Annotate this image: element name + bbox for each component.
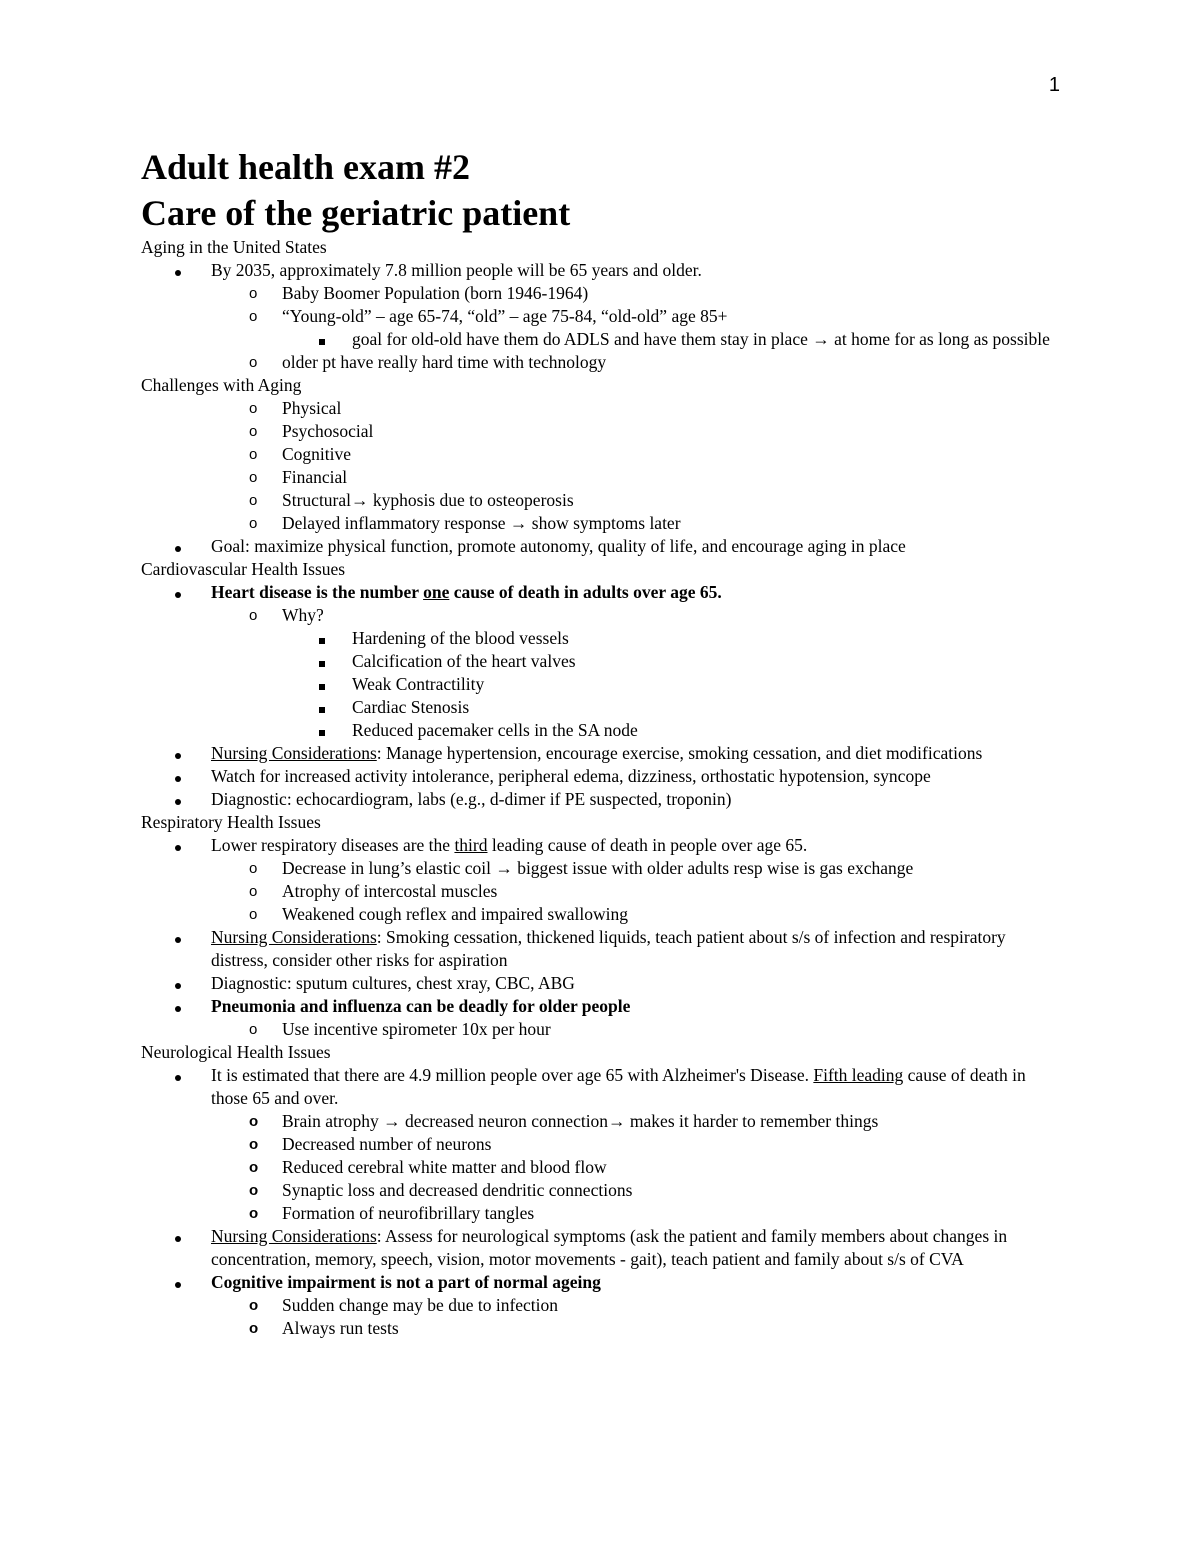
list-item <box>141 1202 1061 1225</box>
bullet-circle-icon: o <box>249 1320 259 1337</box>
section <box>141 558 1061 811</box>
list-item <box>141 995 1061 1018</box>
text-run: Weakened cough reflex and impaired swallowing <box>282 904 629 924</box>
list-item-text <box>282 1318 399 1338</box>
list-item-text <box>282 605 324 625</box>
bullet-dot-icon <box>175 742 181 765</box>
list-item <box>141 351 1061 374</box>
list-item <box>141 1225 1061 1271</box>
section-heading: Neurological Health Issues <box>141 1042 331 1062</box>
bullet-circle-icon: o <box>249 860 258 877</box>
section-heading: Aging in the United States <box>141 237 327 257</box>
bullet-dot-icon <box>175 788 181 811</box>
list-item-text <box>211 743 982 763</box>
text-run: It is estimated that there are 4.9 million people over age 65 with Alzheimer's Disease. <box>211 1065 814 1085</box>
list-item <box>141 880 1061 903</box>
text-run: older pt have really hard time with technology <box>282 352 607 372</box>
list-item-text <box>211 789 731 809</box>
list-item-text <box>352 329 1050 349</box>
list-item-text <box>211 927 1006 970</box>
list-item <box>141 1133 1061 1156</box>
text-run: Cognitive impairment is not a part of normal ageing <box>211 1272 601 1292</box>
list-item <box>141 719 1061 742</box>
text-run: Delayed inflammatory response → show symptoms later <box>282 513 681 533</box>
list-item <box>141 489 1061 512</box>
document-subtitle: Care of the geriatric patient <box>141 193 571 233</box>
list-item-text <box>352 628 569 648</box>
list-item <box>141 1271 1061 1294</box>
bullet-circle-icon: o <box>249 354 258 371</box>
list-item <box>141 1018 1061 1041</box>
list-item <box>141 788 1061 811</box>
list-item <box>141 742 1061 765</box>
bullet-dot-icon <box>175 535 181 558</box>
text-run: Use incentive spirometer 10x per hour <box>282 1019 551 1039</box>
bullet-circle-icon: o <box>249 883 258 900</box>
list-item-text <box>282 467 347 487</box>
list-item <box>141 765 1061 788</box>
list-item <box>141 650 1061 673</box>
list-item-text <box>282 1203 534 1223</box>
text-run: Cognitive <box>282 444 352 464</box>
bullet-circle-icon: o <box>249 1159 259 1176</box>
text-run: : Manage hypertension, encourage exercise, smoking cessation, and diet modifications <box>376 743 983 763</box>
list-item <box>141 1064 1061 1110</box>
list-item-text <box>282 421 373 441</box>
text-run: leading cause of death in people over age 65. <box>487 835 808 855</box>
bullet-dot-icon <box>175 972 181 995</box>
bullet-dot-icon <box>175 765 181 788</box>
text-run: Weak Contractility <box>352 674 485 694</box>
list-item <box>141 305 1061 328</box>
list-item-text <box>282 904 628 924</box>
list-item-text <box>282 1111 878 1131</box>
bullet-circle-icon: o <box>249 1113 259 1130</box>
list-item-text <box>282 1157 607 1177</box>
list-item <box>141 1179 1061 1202</box>
list-item-text <box>282 283 588 303</box>
text-run: Diagnostic: echocardiogram, labs (e.g., d-dimer if PE suspected, troponin) <box>211 789 732 809</box>
bullet-square-icon <box>319 696 325 719</box>
text-run: Watch for increased activity intolerance, peripheral edema, dizziness, orthostatic hypotension, syncope <box>211 766 931 786</box>
bullet-dot-icon <box>175 1064 181 1087</box>
list-item <box>141 420 1061 443</box>
list-item <box>141 443 1061 466</box>
text-run: Decreased number of neurons <box>282 1134 492 1154</box>
text-run: Synaptic loss and decreased dendritic connections <box>282 1180 633 1200</box>
list-item-text <box>282 306 727 326</box>
list-item <box>141 673 1061 696</box>
bullet-circle-icon: o <box>249 1297 259 1314</box>
list-item-text <box>282 444 351 464</box>
list-item-text <box>282 398 341 418</box>
bullet-square-icon <box>319 719 325 742</box>
bullet-dot-icon <box>175 259 181 282</box>
list-item <box>141 903 1061 926</box>
list-item-text <box>282 858 913 878</box>
text-run: third <box>454 835 488 855</box>
list-item-text <box>211 1065 1026 1108</box>
section-heading: Respiratory Health Issues <box>141 812 321 832</box>
bullet-circle-icon: o <box>249 423 258 440</box>
list-item <box>141 328 1061 351</box>
text-run: Always run tests <box>282 1318 399 1338</box>
text-run: Decrease in lung’s elastic coil → biggest issue with older adults resp wise is gas exchange <box>282 858 914 878</box>
list-item <box>141 1110 1061 1133</box>
text-run: Calcification of the heart valves <box>352 651 576 671</box>
list-item-text <box>282 513 681 533</box>
list-item-text <box>282 1134 491 1154</box>
text-run: Nursing Considerations <box>211 743 377 763</box>
list-item-text <box>282 490 574 510</box>
text-run: Heart disease is the number <box>211 582 424 602</box>
list-item-text <box>282 1019 551 1039</box>
bullet-circle-icon: o <box>249 469 258 486</box>
bullet-circle-icon: o <box>249 1136 259 1153</box>
bullet-square-icon <box>319 627 325 650</box>
bullet-circle-icon: o <box>249 400 258 417</box>
list-item <box>141 857 1061 880</box>
text-run: cause of death in those 65 and over. <box>211 1065 1026 1108</box>
text-run: Baby Boomer Population (born 1946-1964) <box>282 283 589 303</box>
list-item-text <box>211 536 906 556</box>
text-run: goal for old-old have them do ADLS and have them stay in place → at home for as long as possible <box>352 329 1050 349</box>
section <box>141 1041 1061 1340</box>
bullet-circle-icon: o <box>249 1182 259 1199</box>
text-run: Structural→ kyphosis due to osteoperosis <box>282 490 574 510</box>
text-run: Formation of neurofibrillary tangles <box>282 1203 535 1223</box>
list-item <box>141 1294 1061 1317</box>
section <box>141 374 1061 558</box>
list-item <box>141 1156 1061 1179</box>
list-item-text <box>211 582 722 602</box>
list-item-text <box>352 720 638 740</box>
list-item-text <box>211 973 575 993</box>
text-run: Reduced cerebral white matter and blood flow <box>282 1157 607 1177</box>
bullet-circle-icon: o <box>249 446 258 463</box>
bullet-circle-icon: o <box>249 492 258 509</box>
text-run: Atrophy of intercostal muscles <box>282 881 498 901</box>
text-run: Reduced pacemaker cells in the SA node <box>352 720 638 740</box>
list-item-text <box>211 260 702 280</box>
document-title: Adult health exam #2 <box>141 147 471 187</box>
list-item-text <box>211 1226 1007 1269</box>
section-heading: Challenges with Aging <box>141 375 302 395</box>
bullet-circle-icon: o <box>249 1205 259 1222</box>
text-run: Psychosocial <box>282 421 374 441</box>
list-item-text <box>282 881 497 901</box>
bullet-square-icon <box>319 328 325 351</box>
section <box>141 236 1061 374</box>
text-run: one <box>423 582 450 602</box>
list-item <box>141 1317 1061 1340</box>
text-run: By 2035, approximately 7.8 million people will be 65 years and older. <box>211 260 702 280</box>
list-item <box>141 512 1061 535</box>
list-item-text <box>282 1295 558 1315</box>
list-item <box>141 972 1061 995</box>
text-run: Fifth leading <box>813 1065 904 1085</box>
text-run: Diagnostic: sputum cultures, chest xray, CBC, ABG <box>211 973 575 993</box>
bullet-square-icon <box>319 650 325 673</box>
list-item <box>141 696 1061 719</box>
section <box>141 811 1061 1041</box>
list-item <box>141 535 1061 558</box>
text-run: Brain atrophy → decreased neuron connection→ makes it harder to remember things <box>282 1111 879 1131</box>
bullet-circle-icon: o <box>249 308 258 325</box>
list-item-text <box>282 1180 632 1200</box>
text-run: Hardening of the blood vessels <box>352 628 569 648</box>
list-item-text <box>352 697 469 717</box>
bullet-square-icon <box>319 673 325 696</box>
list-item <box>141 259 1061 282</box>
text-run: Why? <box>282 605 324 625</box>
text-run: Lower respiratory diseases are the <box>211 835 455 855</box>
list-item <box>141 834 1061 857</box>
list-item-text <box>211 835 807 855</box>
list-item <box>141 926 1061 972</box>
text-run: Cardiac Stenosis <box>352 697 470 717</box>
document-body <box>141 144 1061 1340</box>
text-run: “Young-old” – age 65-74, “old” – age 75-84, “old-old” age 85+ <box>282 306 728 326</box>
text-run: Sudden change may be due to infection <box>282 1295 559 1315</box>
text-run: Physical <box>282 398 342 418</box>
bullet-dot-icon <box>175 995 181 1018</box>
page-number: 1 <box>1048 74 1060 96</box>
text-run: Nursing Considerations <box>211 1226 377 1246</box>
bullet-dot-icon <box>175 926 181 949</box>
text-run: Goal: maximize physical function, promote autonomy, quality of life, and encourage aging in place <box>211 536 906 556</box>
text-run: : Smoking cessation, thickened liquids, teach patient about s/s of infection and respiratory distress, consider other risks for aspiration <box>211 927 1006 970</box>
section-heading: Cardiovascular Health Issues <box>141 559 346 579</box>
text-run: : Assess for neurological symptoms (ask the patient and family members about changes in concentration, memory, speech, vision, motor movements - gait), teach patient and family about s/s of CVA <box>211 1226 1008 1269</box>
list-item <box>141 581 1061 604</box>
list-item-text <box>352 674 484 694</box>
list-item-text <box>211 1272 601 1292</box>
text-run: Financial <box>282 467 348 487</box>
bullet-circle-icon: o <box>249 906 258 923</box>
bullet-circle-icon: o <box>249 607 258 624</box>
text-run: Nursing Considerations <box>211 927 377 947</box>
list-item-text <box>211 766 931 786</box>
list-item-text <box>211 996 630 1016</box>
bullet-circle-icon: o <box>249 285 258 302</box>
list-item <box>141 627 1061 650</box>
bullet-dot-icon <box>175 581 181 604</box>
bullet-dot-icon <box>175 834 181 857</box>
bullet-dot-icon <box>175 1225 181 1248</box>
list-item <box>141 397 1061 420</box>
text-run: Pneumonia and influenza can be deadly for older people <box>211 996 631 1016</box>
list-item-text <box>352 651 576 671</box>
text-run: cause of death in adults over age 65. <box>449 582 722 602</box>
list-item <box>141 466 1061 489</box>
list-item-text <box>282 352 606 372</box>
bullet-circle-icon: o <box>249 515 258 532</box>
sections-container <box>141 236 1061 1340</box>
list-item <box>141 604 1061 627</box>
bullet-circle-icon: o <box>249 1021 258 1038</box>
list-item <box>141 282 1061 305</box>
bullet-dot-icon <box>175 1271 181 1294</box>
